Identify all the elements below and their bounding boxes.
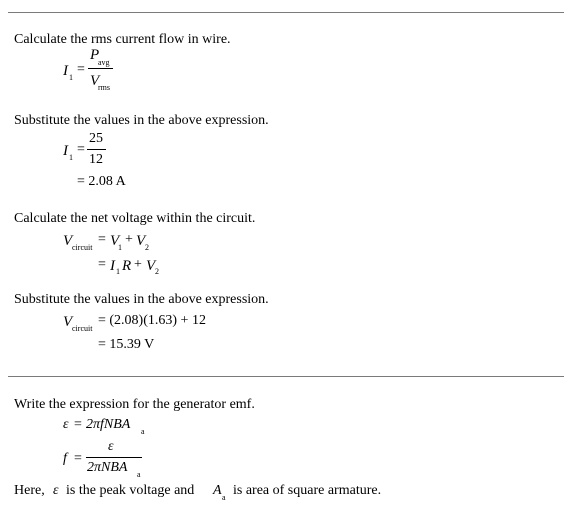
eq3-l1-v1: V: [110, 233, 120, 249]
eq2-numerator: 25: [89, 131, 103, 146]
note-var-sub: a: [222, 493, 226, 502]
step-calc-net-voltage: Calculate the net voltage within the circuit.: [14, 211, 256, 226]
eq4-lhs-sub: circuit: [72, 324, 93, 333]
eq3-l1-s2: 2: [145, 243, 149, 252]
eq5-lhs: ε: [63, 417, 69, 432]
eq6-den-sub: a: [137, 470, 141, 479]
eq5-rhs-sub: a: [141, 427, 145, 436]
step-substitute-1: Substitute the values in the above expression.: [14, 113, 269, 128]
eq3-l2-v1: I: [110, 258, 115, 274]
eq1-fraction-bar: [88, 68, 113, 69]
eq3-l2-s1: 1: [116, 267, 120, 276]
eq6-lhs: f: [63, 451, 67, 466]
eq5-rhs: 2πfNBA: [86, 417, 131, 432]
eq3-l1-v2: V: [136, 233, 146, 249]
eq4-line1: = (2.08)(1.63) + 12: [98, 313, 206, 328]
eq1-num-var: P: [90, 47, 100, 63]
eq2-equals: =: [77, 142, 85, 157]
note-epsilon: ε: [53, 483, 59, 498]
eq2-lhs-var: I: [63, 143, 68, 159]
eq1-den-var: V: [90, 73, 100, 89]
eq2-lhs-sub: 1: [69, 153, 73, 162]
eq6-equals: =: [74, 451, 82, 466]
eq3-lhs-sub: circuit: [72, 243, 93, 252]
eq3-lhs-var: V: [63, 233, 73, 249]
step-substitute-2: Substitute the values in the above expression.: [14, 292, 269, 307]
eq3-l1-s1: 1: [118, 243, 122, 252]
eq3-l1-plus: +: [125, 232, 133, 247]
eq1-lhs-var: I: [63, 63, 68, 79]
note-var: A: [213, 483, 222, 498]
eq6-numerator: ε: [108, 439, 114, 454]
eq3-l2-s2: 2: [155, 267, 159, 276]
eq2-denominator: 12: [89, 152, 103, 167]
eq3-l2-v2: V: [146, 258, 156, 274]
eq4-lhs-var: V: [63, 314, 73, 330]
eq2-fraction-bar: [87, 149, 106, 150]
eq3-l2-equals: =: [98, 257, 106, 272]
middle-divider: [8, 376, 564, 377]
eq5-equals: =: [74, 417, 82, 432]
eq1-lhs-sub: 1: [69, 73, 73, 82]
top-divider: [8, 12, 564, 13]
eq1-den-sub: rms: [98, 83, 110, 92]
eq6-fraction-bar: [86, 457, 142, 458]
eq4-line2: = 15.39 V: [98, 337, 155, 352]
note-before: Here,: [14, 483, 45, 498]
note-after: is area of square armature.: [233, 483, 382, 498]
eq2-result: = 2.08 A: [77, 174, 126, 189]
eq3-l2-plus: +: [134, 257, 142, 272]
eq3-equals: =: [98, 232, 106, 247]
note-middle: is the peak voltage and: [66, 483, 195, 498]
eq1-num-sub: avg: [98, 58, 110, 67]
eq6-denominator: 2πNBA: [87, 460, 128, 475]
step-generator-emf: Write the expression for the generator emf.: [14, 397, 255, 412]
step-calc-rms-current: Calculate the rms current flow in wire.: [14, 32, 231, 47]
eq1-equals: =: [77, 62, 85, 77]
eq3-l2-r: R: [122, 258, 132, 274]
